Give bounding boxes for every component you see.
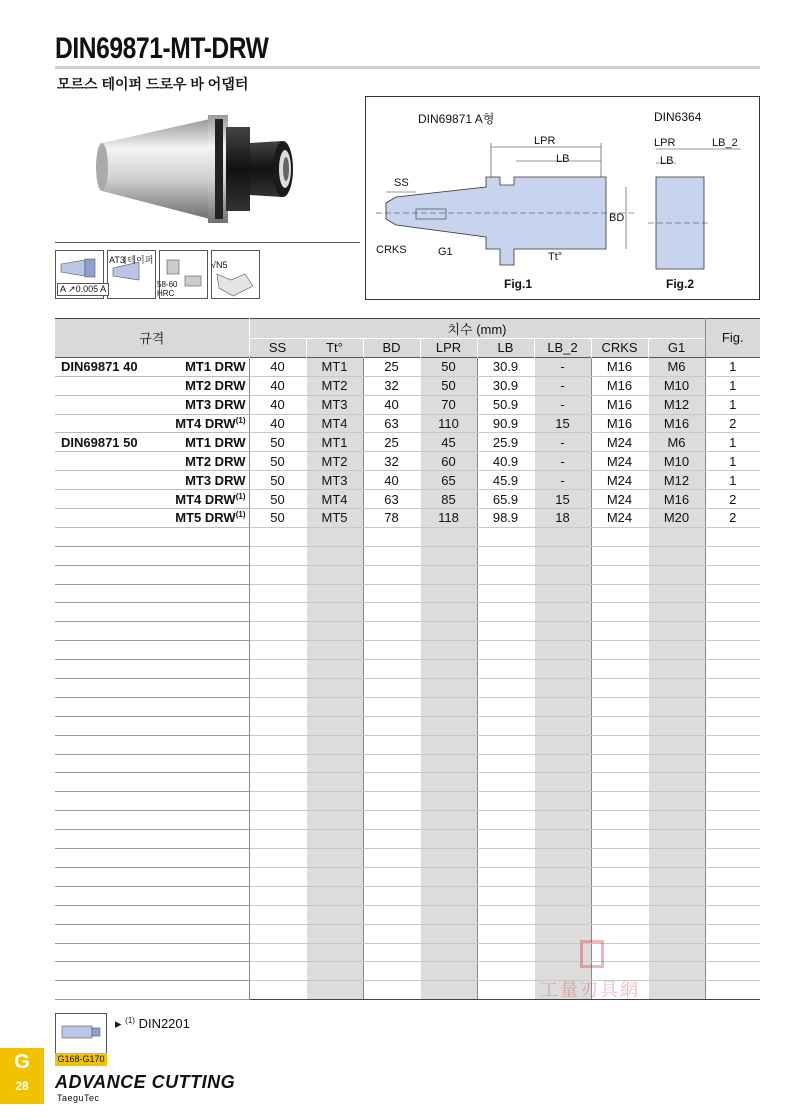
section-letter: G: [14, 1051, 30, 1073]
product-name: [55, 414, 249, 433]
cell-tt: MT2: [306, 376, 363, 395]
product-name: [55, 376, 249, 395]
dim-ss: SS: [394, 177, 409, 189]
hardness-label: 58-60 HRC: [157, 280, 178, 298]
empty-row: [55, 565, 760, 584]
cell-lb: 90.9: [477, 414, 534, 433]
page-title: DIN69871-MT-DRW: [55, 32, 269, 65]
column-header: Tt°: [306, 339, 363, 358]
dimension-header: 치수 (mm): [249, 319, 705, 339]
empty-row: [55, 603, 760, 622]
empty-row: [55, 660, 760, 679]
product-code: MT3 DRW: [185, 397, 246, 413]
table-row: [55, 490, 760, 509]
table-row: [55, 395, 760, 414]
table-row: [55, 509, 760, 528]
column-header: LB_2: [534, 339, 591, 358]
cell-tt: MT4: [306, 414, 363, 433]
cell-ss: 40: [249, 395, 306, 414]
cell-crks: M24: [591, 471, 648, 490]
runout-datum: A: [60, 284, 66, 294]
cell-fig: 1: [705, 395, 760, 414]
cell-bd: 32: [363, 376, 420, 395]
runout-value: 0.005: [75, 284, 99, 294]
cell-lb2: 15: [534, 414, 591, 433]
cell-bd: 40: [363, 395, 420, 414]
cell-g1: M10: [648, 452, 705, 471]
cell-crks: M16: [591, 414, 648, 433]
cell-fig: 2: [705, 490, 760, 509]
column-header: SS: [249, 339, 306, 358]
empty-row: [55, 641, 760, 660]
cell-ss: 50: [249, 490, 306, 509]
cell-bd: 32: [363, 452, 420, 471]
empty-row: [55, 867, 760, 886]
cell-ss: 40: [249, 357, 306, 376]
product-series: DIN69871 40: [61, 359, 138, 375]
photo-divider: [55, 242, 360, 243]
cell-g1: M12: [648, 471, 705, 490]
page-subtitle: 모르스 테이퍼 드로우 바 어댑터: [57, 76, 249, 92]
product-photo: [60, 105, 330, 235]
cell-lpr: 50: [420, 357, 477, 376]
cell-bd: 78: [363, 509, 420, 528]
cell-lb: 65.9: [477, 490, 534, 509]
dim-bd: BD: [609, 212, 625, 224]
cell-lpr: 70: [420, 395, 477, 414]
spec-header: 규격: [55, 319, 249, 358]
empty-row: [55, 527, 760, 546]
cell-ss: 40: [249, 414, 306, 433]
column-header: BD: [363, 339, 420, 358]
empty-row: [55, 905, 760, 924]
cell-g1: M16: [648, 490, 705, 509]
product-footnote-mark: (1): [235, 416, 246, 425]
watermark: [540, 940, 680, 1010]
cell-lb2: -: [534, 471, 591, 490]
footnote-mark: (1): [125, 1016, 135, 1025]
cell-g1: M6: [648, 357, 705, 376]
cell-ss: 50: [249, 433, 306, 452]
empty-row: [55, 679, 760, 698]
cell-lb: 30.9: [477, 357, 534, 376]
footnote: [115, 1016, 190, 1032]
table-row: [55, 414, 760, 433]
technical-drawing: [365, 96, 760, 300]
cell-bd: 25: [363, 433, 420, 452]
cell-ss: 50: [249, 452, 306, 471]
cell-fig: 2: [705, 509, 760, 528]
cell-lb2: -: [534, 433, 591, 452]
cell-fig: 1: [705, 376, 760, 395]
runout-tolerance-label: A ↗0.005 A: [57, 283, 109, 296]
cell-g1: M16: [648, 414, 705, 433]
fig2-dim-lb: LB: [660, 155, 674, 167]
product-name: [55, 395, 249, 414]
empty-row: [55, 849, 760, 868]
empty-row: [55, 584, 760, 603]
reference-pages[interactable]: G168-G170: [55, 1053, 107, 1066]
table-row: [55, 452, 760, 471]
cell-lb2: -: [534, 357, 591, 376]
empty-row: [55, 716, 760, 735]
cell-fig: 2: [705, 414, 760, 433]
cell-lpr: 110: [420, 414, 477, 433]
dim-crks: CRKS: [376, 244, 407, 256]
cell-lb2: -: [534, 452, 591, 471]
product-name: [55, 357, 249, 376]
brand-sublabel: TaeguTec: [57, 1093, 100, 1103]
footnote-text: DIN2201: [138, 1016, 190, 1031]
product-code: MT5 DRW: [175, 510, 236, 526]
cell-bd: 63: [363, 414, 420, 433]
cell-lpr: 118: [420, 509, 477, 528]
dim-g1: G1: [438, 246, 453, 258]
empty-row: [55, 754, 760, 773]
column-header: G1: [648, 339, 705, 358]
cell-bd: 25: [363, 357, 420, 376]
empty-row: [55, 811, 760, 830]
cell-lb2: -: [534, 376, 591, 395]
cell-crks: M24: [591, 433, 648, 452]
empty-row: [55, 792, 760, 811]
cell-ss: 50: [249, 471, 306, 490]
page-number: 28: [15, 1079, 29, 1093]
fig1-caption: Fig.1: [504, 277, 533, 291]
fig2-dim-lb2: LB_2: [712, 137, 738, 149]
product-name: [55, 452, 249, 471]
product-name: [55, 433, 249, 452]
column-header: LPR: [420, 339, 477, 358]
cell-tt: MT1: [306, 433, 363, 452]
cell-tt: MT3: [306, 471, 363, 490]
table-header-row-1: [55, 319, 760, 339]
fig2-caption: Fig.2: [666, 277, 695, 291]
table-row: [55, 376, 760, 395]
cell-lb2: -: [534, 395, 591, 414]
cell-fig: 1: [705, 433, 760, 452]
cell-crks: M24: [591, 452, 648, 471]
empty-row: [55, 622, 760, 641]
product-code: MT2 DRW: [185, 453, 246, 469]
empty-row: [55, 773, 760, 792]
empty-row: [55, 735, 760, 754]
brand-logo: ADVANCE CUTTING: [55, 1072, 236, 1092]
dim-taper-angle: Tt°: [548, 251, 563, 263]
cell-lb: 40.9: [477, 452, 534, 471]
cell-ss: 50: [249, 509, 306, 528]
product-code: MT4 DRW: [175, 491, 236, 507]
product-name: [55, 490, 249, 509]
cell-tt: MT2: [306, 452, 363, 471]
product-footnote-mark: (1): [235, 491, 246, 501]
dim-lb: LB: [556, 153, 570, 165]
cell-bd: 40: [363, 471, 420, 490]
product-code: MT1 DRW: [185, 434, 246, 450]
cell-crks: M16: [591, 357, 648, 376]
fig1-title: DIN69871 A형: [418, 112, 495, 126]
roughness-value: N5: [215, 260, 228, 270]
cell-fig: 1: [705, 357, 760, 376]
fig2-dim-lpr: LPR: [654, 137, 676, 149]
product-name: [55, 509, 249, 528]
dim-lpr: LPR: [534, 135, 556, 147]
cell-fig: 1: [705, 471, 760, 490]
taper-label: AT3 테이퍼: [109, 255, 154, 265]
cell-lb: 98.9: [477, 509, 534, 528]
cell-ss: 40: [249, 376, 306, 395]
title-rule: [55, 66, 760, 69]
empty-row: [55, 546, 760, 565]
table-row: [55, 433, 760, 452]
cell-lpr: 65: [420, 471, 477, 490]
cell-crks: M16: [591, 395, 648, 414]
fig2-title: DIN6364: [654, 110, 702, 124]
column-header: CRKS: [591, 339, 648, 358]
cell-g1: M6: [648, 433, 705, 452]
product-name: [55, 471, 249, 490]
roughness-label: √N5: [211, 260, 228, 270]
spec-table: [55, 318, 760, 1000]
table-row: [55, 357, 760, 376]
fig-header: Fig.: [705, 319, 760, 358]
product-code: MT4 DRW: [175, 416, 236, 431]
cell-lb: 45.9: [477, 471, 534, 490]
cell-tt: MT5: [306, 509, 363, 528]
cell-crks: M24: [591, 509, 648, 528]
cell-g1: M12: [648, 395, 705, 414]
cell-lpr: 60: [420, 452, 477, 471]
empty-row: [55, 830, 760, 849]
cell-lpr: 85: [420, 490, 477, 509]
cell-g1: M20: [648, 509, 705, 528]
product-code: MT3 DRW: [185, 472, 246, 488]
cell-lb: 50.9: [477, 395, 534, 414]
section-tab: [0, 1048, 44, 1104]
cell-tt: MT4: [306, 490, 363, 509]
product-code: MT1 DRW: [185, 359, 246, 375]
product-footnote-mark: (1): [235, 510, 246, 520]
empty-row: [55, 886, 760, 905]
cell-g1: M10: [648, 376, 705, 395]
empty-row: [55, 697, 760, 716]
cell-lpr: 50: [420, 376, 477, 395]
cell-lb2: 18: [534, 509, 591, 528]
dimension-drawing: [366, 97, 759, 299]
drawbar-icon: [56, 1014, 106, 1052]
cell-lb2: 15: [534, 490, 591, 509]
product-series: DIN69871 50: [61, 434, 138, 450]
cell-tt: MT3: [306, 395, 363, 414]
cell-crks: M24: [591, 490, 648, 509]
table-row: [55, 471, 760, 490]
cell-tt: MT1: [306, 357, 363, 376]
footnote-arrow-icon: ▸: [115, 1016, 122, 1031]
watermark-text: 工量刃具網: [540, 980, 640, 1000]
product-code: MT2 DRW: [185, 378, 246, 394]
runout-reference: A: [100, 284, 107, 294]
column-header: LB: [477, 339, 534, 358]
cell-lb: 25.9: [477, 433, 534, 452]
cell-lpr: 45: [420, 433, 477, 452]
cell-bd: 63: [363, 490, 420, 509]
watermark-logo: [580, 940, 604, 968]
cell-lb: 30.9: [477, 376, 534, 395]
cell-crks: M16: [591, 376, 648, 395]
cell-fig: 1: [705, 452, 760, 471]
